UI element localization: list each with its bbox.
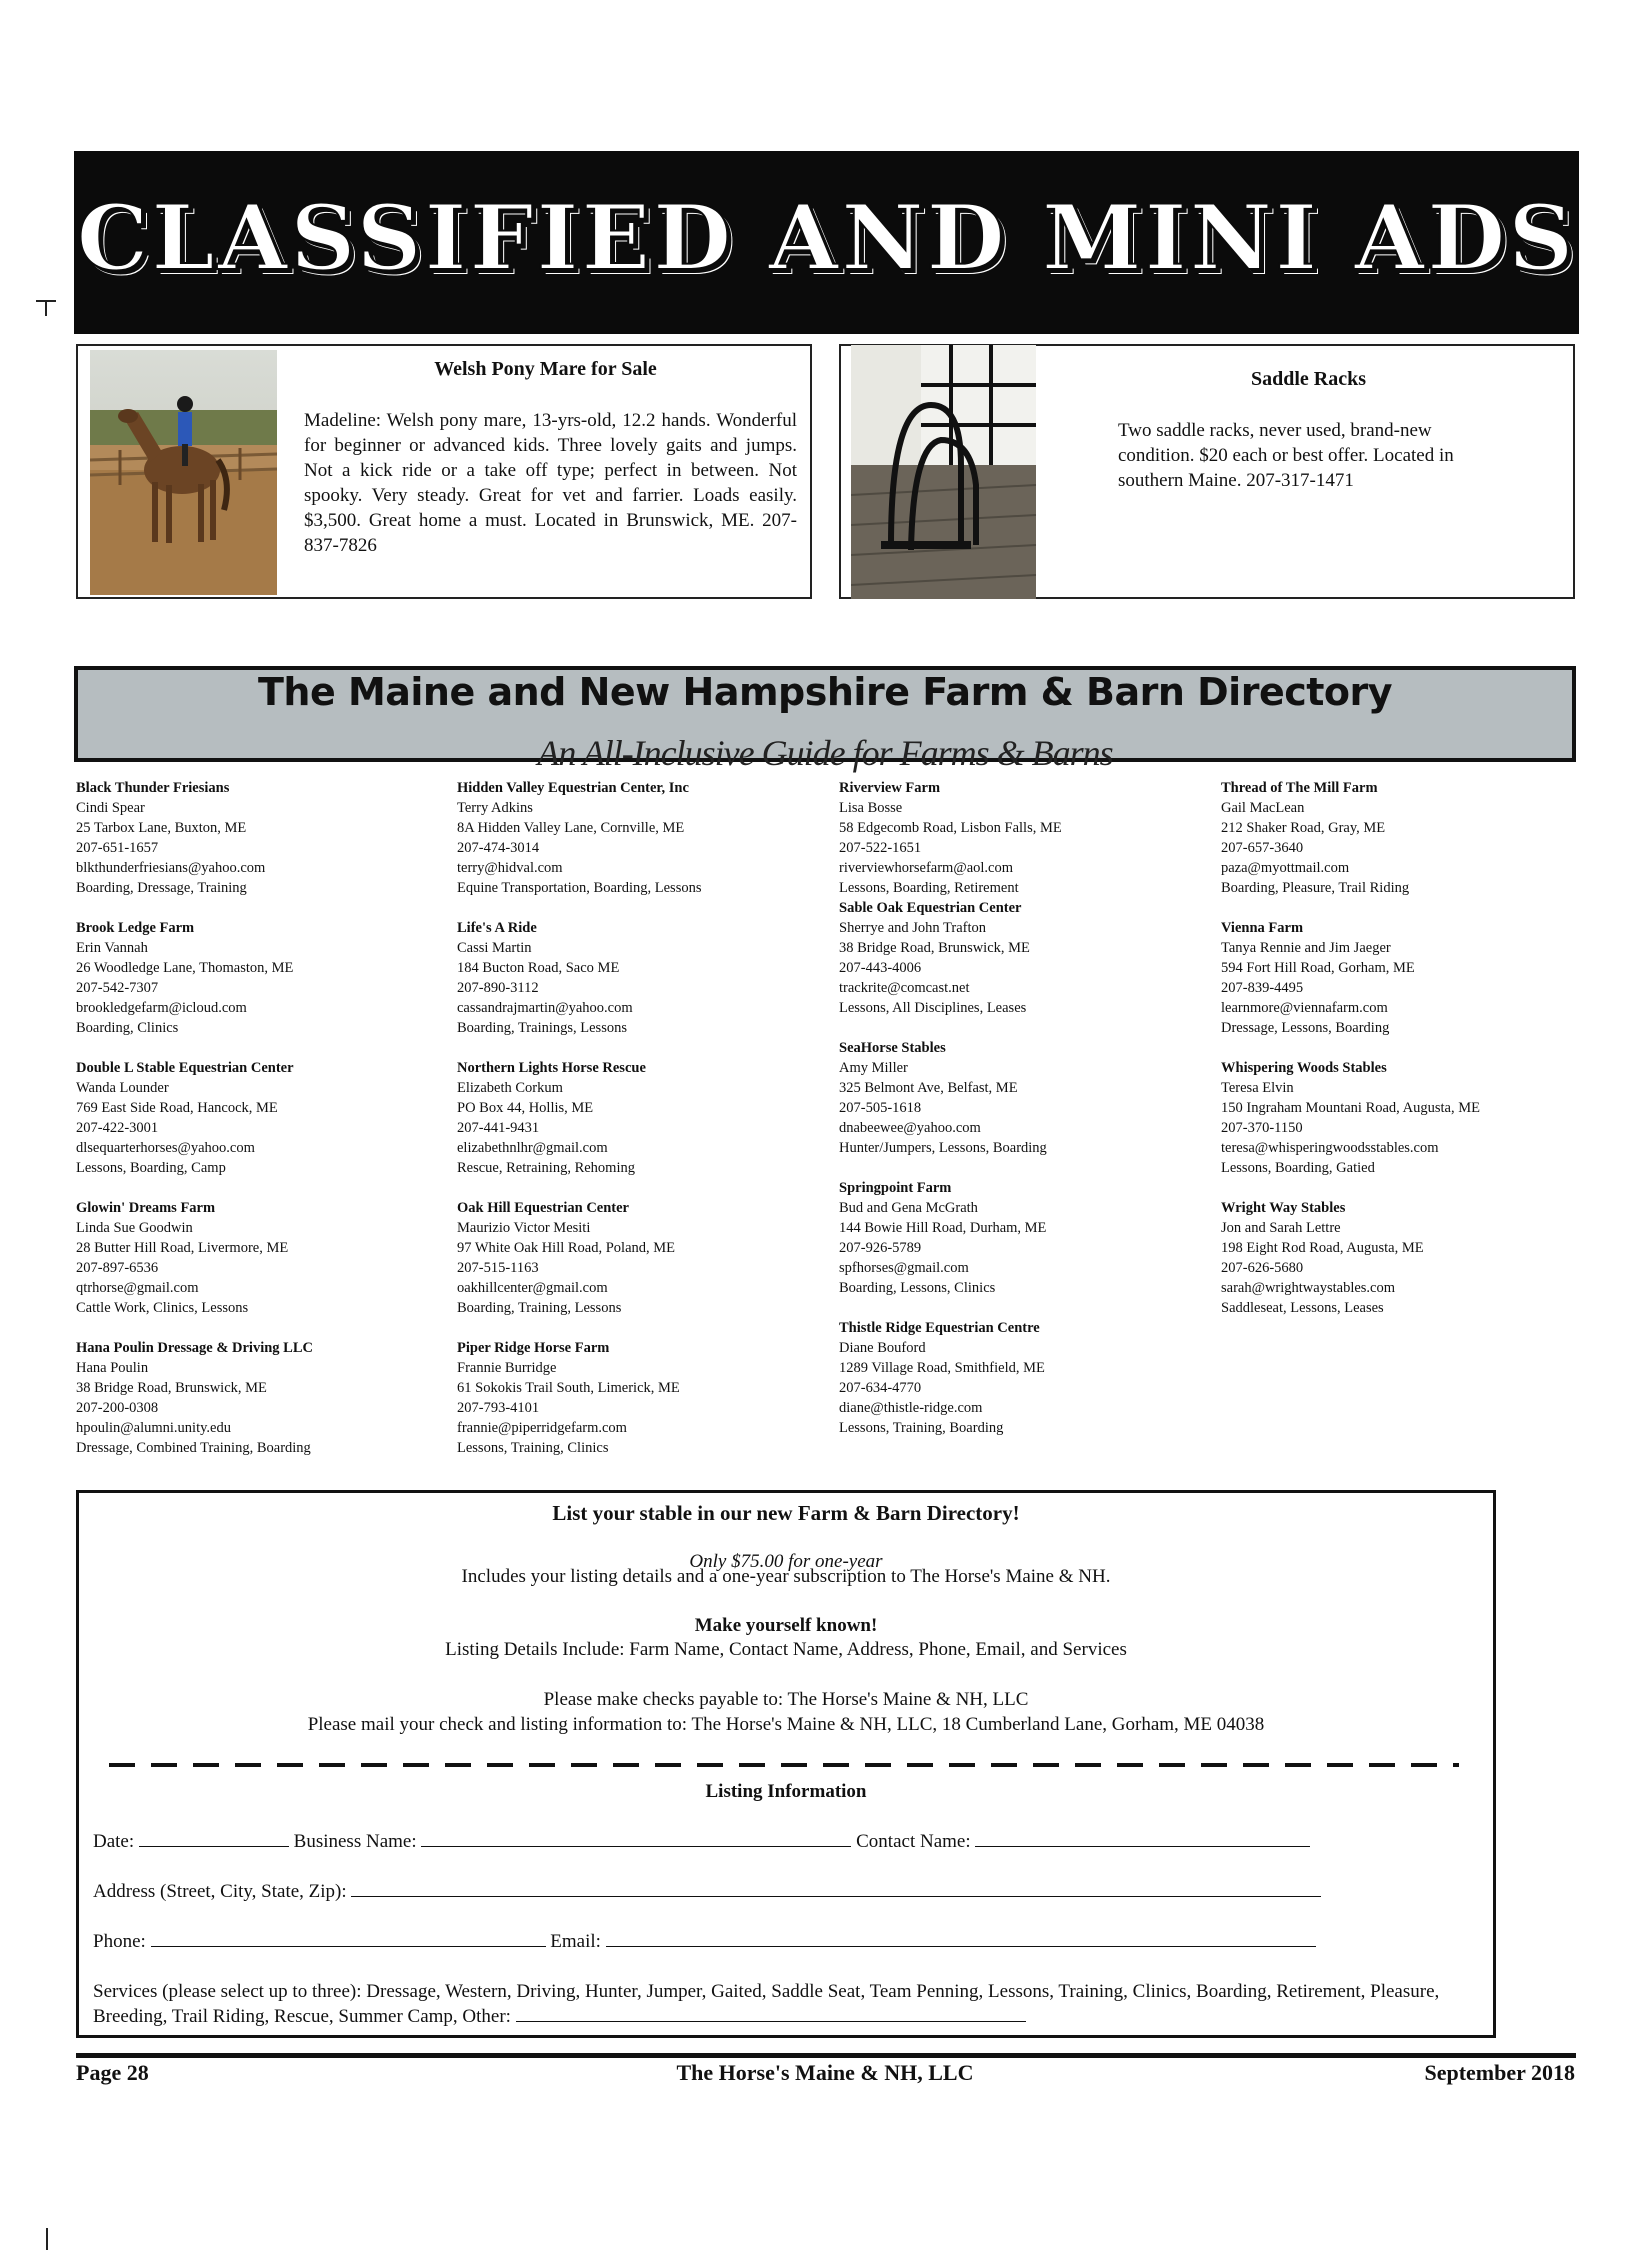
services: Hunter/Jumpers, Lessons, Boarding bbox=[839, 1140, 1047, 1156]
services: Boarding, Clinics bbox=[76, 1020, 179, 1036]
address: 184 Bucton Road, Saco ME bbox=[457, 960, 620, 976]
phone: 207-793-4101 bbox=[457, 1400, 540, 1416]
services-label: Breeding, Trail Riding, Rescue, Summer Camp, Other: bbox=[93, 2006, 511, 2027]
pony-photo bbox=[90, 350, 277, 595]
directory-column-4 bbox=[1221, 778, 1591, 1338]
directory-entry bbox=[1221, 1058, 1591, 1178]
email: trackrite@comcast.net bbox=[839, 980, 970, 996]
contact-name: Gail MacLean bbox=[1221, 800, 1305, 816]
farm-name: Thistle Ridge Equestrian Centre bbox=[839, 1320, 1040, 1336]
services: Rescue, Retraining, Rehoming bbox=[457, 1160, 635, 1176]
email: sarah@wrightwaystables.com bbox=[1221, 1280, 1396, 1296]
contact-name: Frannie Burridge bbox=[457, 1360, 557, 1376]
contact-name: Wanda Lounder bbox=[76, 1080, 169, 1096]
other-services-field[interactable] bbox=[516, 2006, 1026, 2022]
phone: 207-505-1618 bbox=[839, 1100, 922, 1116]
farm-name: Vienna Farm bbox=[1221, 920, 1304, 936]
email: terry@hidval.com bbox=[457, 860, 563, 876]
farm-name: Piper Ridge Horse Farm bbox=[457, 1340, 610, 1356]
address: 8A Hidden Valley Lane, Cornville, ME bbox=[457, 820, 685, 836]
phone: 207-474-3014 bbox=[457, 840, 540, 856]
directory-entry bbox=[839, 1318, 1209, 1438]
farm-name: Oak Hill Equestrian Center bbox=[457, 1200, 629, 1216]
directory-entry bbox=[839, 898, 1209, 1018]
phone: 207-839-4495 bbox=[1221, 980, 1304, 996]
services: Boarding, Pleasure, Trail Riding bbox=[1221, 880, 1410, 896]
cut-line bbox=[109, 1763, 1459, 1767]
services: Lessons, Training, Boarding bbox=[839, 1420, 1004, 1436]
contact-name: Cassi Martin bbox=[457, 940, 532, 956]
directory-entry bbox=[76, 1058, 446, 1178]
email: blkthunderfriesians@yahoo.com bbox=[76, 860, 266, 876]
address: 58 Edgecomb Road, Lisbon Falls, ME bbox=[839, 820, 1062, 836]
form-row-3 bbox=[93, 1931, 1316, 1953]
address: 38 Bridge Road, Brunswick, ME bbox=[839, 940, 1030, 956]
address: 198 Eight Rod Road, Augusta, ME bbox=[1221, 1240, 1424, 1256]
directory-column-3 bbox=[839, 778, 1209, 1458]
farm-name: Riverview Farm bbox=[839, 780, 941, 796]
services: Boarding, Lessons, Clinics bbox=[839, 1280, 996, 1296]
phone: 207-443-4006 bbox=[839, 960, 922, 976]
contact-name: Teresa Elvin bbox=[1221, 1080, 1294, 1096]
directory-entry bbox=[1221, 918, 1591, 1038]
footer-rule bbox=[76, 2053, 1576, 2058]
email: oakhillcenter@gmail.com bbox=[457, 1280, 608, 1296]
email: dlsequarterhorses@yahoo.com bbox=[76, 1140, 255, 1156]
email: paza@myottmail.com bbox=[1221, 860, 1350, 876]
ad-title: Saddle Racks bbox=[1250, 368, 1367, 390]
phone: 207-200-0308 bbox=[76, 1400, 159, 1416]
address: 594 Fort Hill Road, Gorham, ME bbox=[1221, 960, 1415, 976]
directory-entry bbox=[457, 1198, 827, 1318]
email: qtrhorse@gmail.com bbox=[76, 1280, 199, 1296]
email: spfhorses@gmail.com bbox=[839, 1260, 969, 1276]
email-field[interactable] bbox=[606, 1931, 1316, 1947]
ad-text: Two saddle racks, never used, brand-new condition. $20 each or best offer. Located in southern Maine. 207-317-1471 bbox=[1118, 420, 1454, 491]
email: riverviewhorsefarm@aol.com bbox=[839, 860, 1013, 876]
services: Boarding, Training, Lessons bbox=[457, 1300, 622, 1316]
farm-name: Brook Ledge Farm bbox=[76, 920, 195, 936]
saddle-rack-photo bbox=[851, 345, 1036, 599]
address: 769 East Side Road, Hancock, ME bbox=[76, 1100, 278, 1116]
services: Equine Transportation, Boarding, Lessons bbox=[457, 880, 702, 896]
directory-subtitle: An All-Inclusive Guide for Farms & Barns bbox=[537, 733, 1113, 773]
farm-name: Hidden Valley Equestrian Center, Inc bbox=[457, 780, 689, 796]
directory-entry bbox=[76, 778, 446, 898]
contact-name-field[interactable] bbox=[975, 1831, 1310, 1847]
phone: 207-657-3640 bbox=[1221, 840, 1304, 856]
farm-name: Thread of The Mill Farm bbox=[1221, 780, 1378, 796]
contact-name: Sherrye and John Trafton bbox=[839, 920, 987, 936]
business-name-field[interactable] bbox=[421, 1831, 851, 1847]
form-make-known: Make yourself known! bbox=[694, 1615, 878, 1636]
phone: 207-515-1163 bbox=[457, 1260, 539, 1276]
ad-text: Madeline: Welsh pony mare, 13-yrs-old, 12.2 hands. Wonderful for beginner or advanced kids. Three lovely gaits and jumps. Not a kick ride or a take off type; perfect in between. Not spooky. Very steady. Great for vet and farrier. Loads easily. $3,500. Great home a must. Located in Brunswick, ME. 207-837-7826 bbox=[304, 410, 797, 556]
form-checks: Please make checks payable to: The Horse's Maine & NH, LLC bbox=[543, 1689, 1029, 1710]
contact-name: Elizabeth Corkum bbox=[457, 1080, 563, 1096]
directory-column-1 bbox=[76, 778, 446, 1478]
email: teresa@whisperingwoodsstables.com bbox=[1221, 1140, 1439, 1156]
phone-label: Phone: bbox=[93, 1931, 146, 1952]
form-mail: Please mail your check and listing information to: The Horse's Maine & NH, LLC, 18 Cumberland Lane, Gorham, ME 04038 bbox=[307, 1714, 1265, 1735]
directory-entry bbox=[839, 1038, 1209, 1158]
form-row-services bbox=[93, 2006, 1026, 2028]
farm-name: Whispering Woods Stables bbox=[1221, 1060, 1387, 1076]
services: Boarding, Trainings, Lessons bbox=[457, 1020, 627, 1036]
phone: 207-422-3001 bbox=[76, 1120, 159, 1136]
contact-name: Terry Adkins bbox=[457, 800, 533, 816]
directory-entry bbox=[1221, 1198, 1591, 1318]
email: diane@thistle-ridge.com bbox=[839, 1400, 983, 1416]
directory-entry bbox=[457, 778, 827, 898]
services: Lessons, Training, Clinics bbox=[457, 1440, 609, 1456]
services: Dressage, Lessons, Boarding bbox=[1221, 1020, 1390, 1036]
address: 1289 Village Road, Smithfield, ME bbox=[839, 1360, 1045, 1376]
banner-title: CLASSIFIED AND MINI ADS bbox=[76, 184, 1577, 291]
date-field[interactable] bbox=[139, 1831, 289, 1847]
form-includes: Includes your listing details and a one-year subscription to The Horse's Maine & NH. bbox=[461, 1566, 1111, 1587]
farm-name: Glowin' Dreams Farm bbox=[76, 1200, 216, 1216]
phone: 207-897-6536 bbox=[76, 1260, 159, 1276]
services: Saddleseat, Lessons, Leases bbox=[1221, 1300, 1384, 1316]
phone: 207-890-3112 bbox=[457, 980, 539, 996]
issue-date: September 2018 bbox=[1424, 2060, 1575, 2085]
services: Lessons, Boarding, Retirement bbox=[839, 880, 1019, 896]
contact-name: Maurizio Victor Mesiti bbox=[457, 1220, 591, 1236]
form-row-1 bbox=[93, 1831, 1310, 1853]
phone: 207-626-5680 bbox=[1221, 1260, 1304, 1276]
phone: 207-634-4770 bbox=[839, 1380, 922, 1396]
publication-name: The Horse's Maine & NH, LLC bbox=[676, 2060, 974, 2085]
services: Lessons, Boarding, Camp bbox=[76, 1160, 226, 1176]
email: hpoulin@alumni.unity.edu bbox=[76, 1420, 231, 1436]
email: cassandrajmartin@yahoo.com bbox=[457, 1000, 633, 1016]
crop-mark bbox=[46, 2228, 48, 2250]
contact-name: Hana Poulin bbox=[76, 1360, 149, 1376]
address: 38 Bridge Road, Brunswick, ME bbox=[76, 1380, 267, 1396]
crop-mark bbox=[45, 300, 47, 316]
services: Lessons, All Disciplines, Leases bbox=[839, 1000, 1027, 1016]
address: 97 White Oak Hill Road, Poland, ME bbox=[457, 1240, 676, 1256]
listing-info-title: Listing Information bbox=[705, 1781, 867, 1802]
farm-name: Wright Way Stables bbox=[1221, 1200, 1346, 1216]
contact-name: Erin Vannah bbox=[76, 940, 148, 956]
page-number: Page 28 bbox=[76, 2060, 149, 2085]
farm-name: Double L Stable Equestrian Center bbox=[76, 1060, 294, 1076]
address-field[interactable] bbox=[351, 1881, 1321, 1897]
email: brookledgefarm@icloud.com bbox=[76, 1000, 247, 1016]
email: dnabeewee@yahoo.com bbox=[839, 1120, 981, 1136]
address: PO Box 44, Hollis, ME bbox=[457, 1100, 594, 1116]
directory-entry bbox=[839, 1178, 1209, 1298]
farm-name: Springpoint Farm bbox=[839, 1180, 952, 1196]
ad-title: Welsh Pony Mare for Sale bbox=[434, 358, 657, 380]
contact-name: Tanya Rennie and Jim Jaeger bbox=[1221, 940, 1391, 956]
directory-entry bbox=[457, 1338, 827, 1458]
farm-name: Life's A Ride bbox=[457, 920, 537, 936]
email: learnmore@viennafarm.com bbox=[1221, 1000, 1388, 1016]
form-row-2 bbox=[93, 1881, 1321, 1903]
address: 325 Belmont Ave, Belfast, ME bbox=[839, 1080, 1018, 1096]
contact-name: Diane Bouford bbox=[839, 1340, 926, 1356]
address-label: Address (Street, City, State, Zip): bbox=[93, 1881, 347, 1902]
email-label: Email: bbox=[550, 1931, 601, 1952]
address: 61 Sokokis Trail South, Limerick, ME bbox=[457, 1380, 680, 1396]
directory-entry bbox=[76, 1338, 446, 1458]
services: Cattle Work, Clinics, Lessons bbox=[76, 1300, 249, 1316]
directory-entry bbox=[457, 1058, 827, 1178]
phone-field[interactable] bbox=[151, 1931, 546, 1947]
listing-form bbox=[76, 1490, 1496, 2038]
services-line-1: Services (please select up to three): Dressage, Western, Driving, Hunter, Jumper, Gaited, Saddle Seat, Team Penning, Lessons, Training, Clinics, Boarding, Retirement, Pleasure, bbox=[93, 1981, 1440, 2002]
services: Lessons, Boarding, Gatied bbox=[1221, 1160, 1375, 1176]
section-banner bbox=[74, 151, 1579, 334]
classified-ad-pony bbox=[76, 344, 812, 599]
email: frannie@piperridgefarm.com bbox=[457, 1420, 627, 1436]
contact-name: Bud and Gena McGrath bbox=[839, 1200, 978, 1216]
services: Dressage, Combined Training, Boarding bbox=[76, 1440, 311, 1456]
form-details: Listing Details Include: Farm Name, Contact Name, Address, Phone, Email, and Services bbox=[445, 1639, 1127, 1660]
phone: 207-441-9431 bbox=[457, 1120, 540, 1136]
contact-name: Jon and Sarah Lettre bbox=[1221, 1220, 1341, 1236]
farm-name: Sable Oak Equestrian Center bbox=[839, 900, 1022, 916]
contact-name: Linda Sue Goodwin bbox=[76, 1220, 193, 1236]
date-label: Date: bbox=[93, 1831, 135, 1852]
phone: 207-926-5789 bbox=[839, 1240, 922, 1256]
contact-name: Lisa Bosse bbox=[839, 800, 903, 816]
address: 26 Woodledge Lane, Thomaston, ME bbox=[76, 960, 294, 976]
phone: 207-651-1657 bbox=[76, 840, 159, 856]
business-name-label: Business Name: bbox=[293, 1831, 417, 1852]
contact-name-label: Contact Name: bbox=[856, 1831, 971, 1852]
directory-entry bbox=[76, 918, 446, 1038]
phone: 207-542-7307 bbox=[76, 980, 159, 996]
address: 150 Ingraham Mountani Road, Augusta, ME bbox=[1221, 1100, 1480, 1116]
directory-entry bbox=[76, 1198, 446, 1318]
directory-title: The Maine and New Hampshire Farm & Barn Directory bbox=[257, 670, 1393, 714]
farm-name: Black Thunder Friesians bbox=[76, 780, 230, 796]
directory-entry bbox=[1221, 778, 1591, 898]
contact-name: Amy Miller bbox=[839, 1060, 908, 1076]
form-heading: List your stable in our new Farm & Barn Directory! bbox=[552, 1501, 1020, 1525]
farm-name: Northern Lights Horse Rescue bbox=[457, 1060, 646, 1076]
address: 144 Bowie Hill Road, Durham, ME bbox=[839, 1220, 1047, 1236]
farm-name: SeaHorse Stables bbox=[839, 1040, 946, 1056]
form-price: Only $75.00 for one-year bbox=[689, 1551, 883, 1572]
directory-entry bbox=[839, 778, 1209, 898]
address: 28 Butter Hill Road, Livermore, ME bbox=[76, 1240, 289, 1256]
farm-name: Hana Poulin Dressage & Driving LLC bbox=[76, 1340, 313, 1356]
directory-entry bbox=[457, 918, 827, 1038]
phone: 207-370-1150 bbox=[1221, 1120, 1303, 1136]
directory-column-2 bbox=[457, 778, 827, 1478]
services: Boarding, Dressage, Training bbox=[76, 880, 247, 896]
directory-header bbox=[74, 666, 1576, 773]
contact-name: Cindi Spear bbox=[76, 800, 145, 816]
address: 25 Tarbox Lane, Buxton, ME bbox=[76, 820, 247, 836]
email: elizabethnlhr@gmail.com bbox=[457, 1140, 608, 1156]
address: 212 Shaker Road, Gray, ME bbox=[1221, 820, 1386, 836]
classified-ad-saddle-racks bbox=[839, 344, 1575, 599]
phone: 207-522-1651 bbox=[839, 840, 922, 856]
